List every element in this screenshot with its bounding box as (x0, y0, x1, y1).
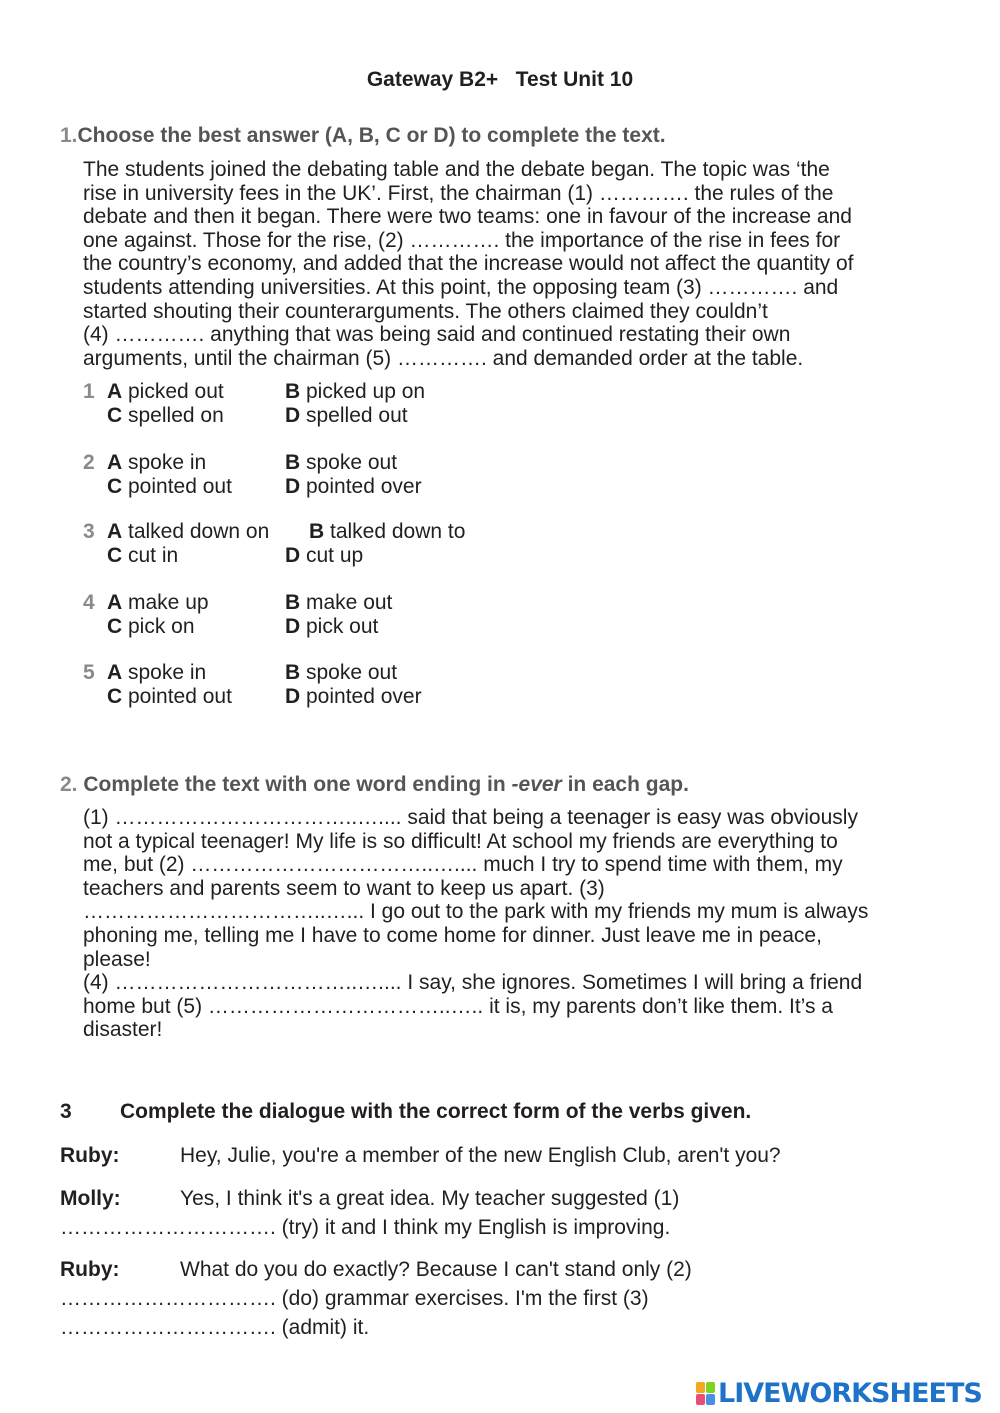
question-number: 1 (83, 380, 95, 403)
section-2-heading: 2. Complete the text with one word ending in -ever in each gap. (60, 773, 689, 796)
section-2-number: 2. (60, 773, 78, 796)
question-number: 5 (83, 661, 95, 684)
option-c[interactable]: C pick on (107, 615, 195, 638)
text-line: The students joined the debating table and the debate began. The topic was ‘the (83, 158, 830, 181)
option-a[interactable]: A spoke in (107, 661, 207, 684)
question-3 (83, 520, 583, 568)
text-line: debate and then it began. There were two teams: one in favour of the increase and (83, 205, 852, 229)
section-1-heading (60, 124, 666, 148)
text-line: (4) ……………………………..….... I say, she ignores. Sometimes I will bring a friend (83, 971, 863, 995)
text-line: me, but (2) ……………………………..….... much I try to spend time with them, my (83, 853, 843, 877)
option-d[interactable]: D cut up (285, 544, 364, 567)
dialogue-turn-3 (60, 1255, 960, 1342)
dialogue-line: …………………………. (do) grammar exercises. I'm the first (3) (60, 1287, 649, 1310)
section-3-heading (60, 1100, 751, 1124)
text-line: (4) …………. anything that was being said and continued restating their own (83, 323, 791, 347)
option-d[interactable]: D spelled out (285, 404, 408, 427)
question-1 (83, 380, 583, 428)
option-b[interactable]: B spoke out (285, 451, 398, 474)
option-c[interactable]: C cut in (107, 544, 179, 567)
text-line: ……………………………..…... I go out to the park with my friends my mum is always (83, 900, 869, 924)
option-b[interactable]: B talked down to (309, 520, 466, 543)
section-3-instruction: Complete the dialogue with the correct form of the verbs given. (120, 1100, 752, 1123)
dialogue-line: …………………………. (try) it and I think my English is improving. (60, 1216, 671, 1239)
option-b[interactable]: B picked up on (285, 380, 426, 403)
question-2 (83, 451, 583, 499)
section-3-number: 3 (60, 1100, 72, 1123)
question-number: 2 (83, 451, 95, 474)
section-2-text (83, 806, 963, 1042)
dialogue-line: What do you do exactly? Because I can't stand only (2) (180, 1258, 692, 1281)
text-line: one against. Those for the rise, (2) …………. the importance of the rise in fees for (83, 228, 841, 252)
text-line: arguments, until the chairman (5) …………. and demanded order at the table. (83, 346, 804, 370)
speaker-name: Molly: (60, 1187, 121, 1210)
logo-text: LIVEWORKSHEETS (718, 1378, 982, 1409)
text-line: please! (83, 947, 151, 971)
dialogue-turn-2 (60, 1184, 960, 1242)
text-line: phoning me, telling me I have to come home for dinner. Just leave me in peace, (83, 923, 822, 947)
option-d[interactable]: D pointed over (285, 685, 422, 708)
question-number: 4 (83, 591, 95, 614)
option-c[interactable]: C pointed out (107, 475, 232, 498)
text-line: teachers and parents seem to want to keep us apart. (3) (83, 876, 605, 900)
text-line: students attending universities. At this point, the opposing team (3) …………. and (83, 275, 839, 299)
option-a[interactable]: A spoke in (107, 451, 207, 474)
option-c[interactable]: C spelled on (107, 404, 224, 427)
option-c[interactable]: C pointed out (107, 685, 232, 708)
text-line: disaster! (83, 1018, 163, 1042)
text-line: (1) ……………………………..….... said that being a teenager is easy was obviously (83, 806, 858, 829)
text-line: started shouting their counterarguments. The others claimed they couldn’t (83, 299, 768, 323)
option-b[interactable]: B spoke out (285, 661, 398, 684)
option-b[interactable]: B make out (285, 591, 393, 614)
page-title: Gateway B2+ Test Unit 10 (366, 68, 634, 91)
section-1-text (83, 158, 963, 370)
text-line: home but (5) ……………………………..….. it is, my parents don’t like them. It’s a (83, 994, 833, 1018)
dialogue-turn-1 (60, 1141, 960, 1170)
option-a[interactable]: A picked out (107, 380, 224, 403)
text-line: the country’s economy, and added that the increase would not affect the quantity of (83, 252, 854, 276)
speaker-name: Ruby: (60, 1144, 120, 1167)
liveworksheets-logo (696, 1378, 996, 1408)
option-d[interactable]: D pointed over (285, 475, 422, 498)
text-line: rise in university fees in the UK’. First, the chairman (1) …………. the rules of the (83, 181, 834, 205)
question-number: 3 (83, 520, 95, 543)
dialogue-line: …………………………. (admit) it. (60, 1316, 370, 1339)
question-4 (83, 591, 583, 639)
section-1-number: 1. (60, 124, 78, 147)
option-d[interactable]: D pick out (285, 615, 379, 638)
section-1-instruction: Choose the best answer (A, B, C or D) to complete the text. (77, 124, 666, 147)
option-a[interactable]: A talked down on (107, 520, 270, 543)
text-line: not a typical teenager! My life is so difficult! At school my friends are everything to (83, 829, 838, 853)
speaker-name: Ruby: (60, 1258, 120, 1281)
logo-blocks-icon (696, 1382, 716, 1406)
option-a[interactable]: A make up (107, 591, 209, 614)
dialogue-line: Hey, Julie, you're a member of the new English Club, aren't you? (180, 1144, 781, 1167)
dialogue-line: Yes, I think it's a great idea. My teacher suggested (1) (180, 1187, 680, 1210)
question-5 (83, 661, 583, 709)
